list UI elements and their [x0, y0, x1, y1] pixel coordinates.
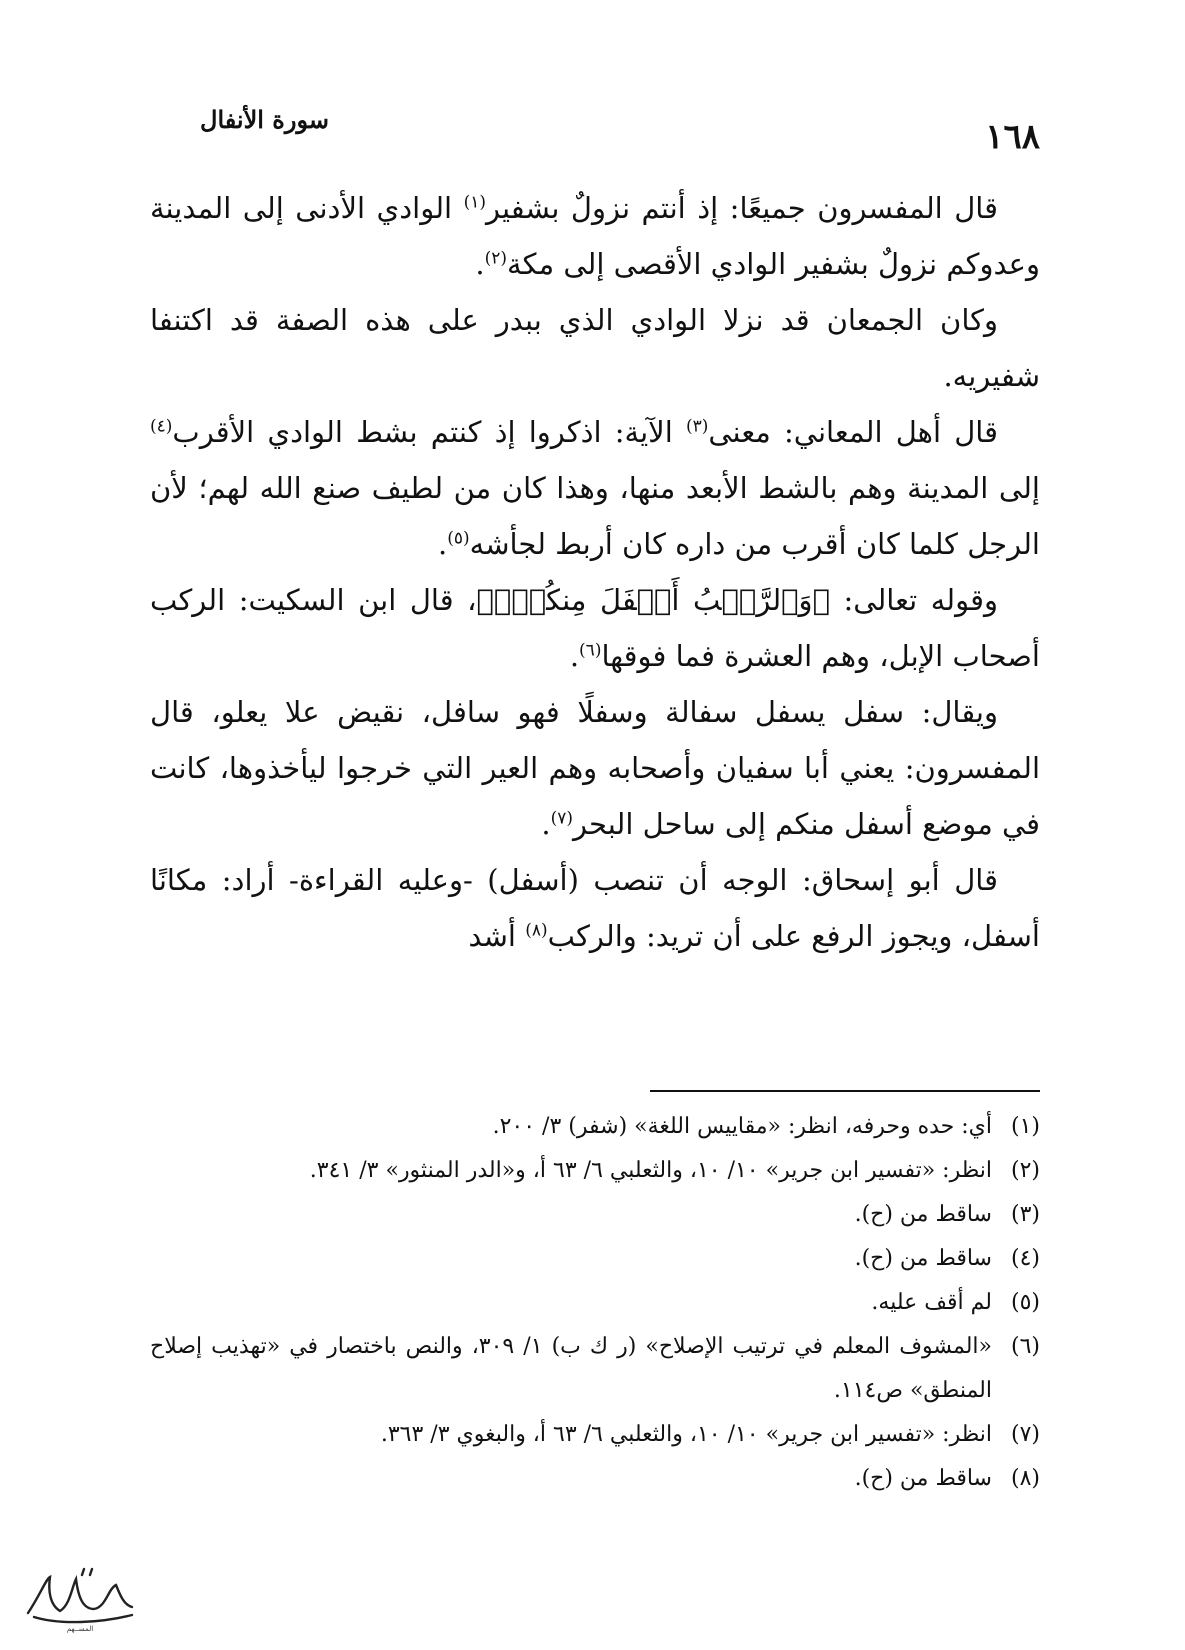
footnote-item	[150, 1193, 1040, 1237]
text-run: قال أبو إسحاق: الوجه أن تنصب (أسفل) -وعليه القراءة- أراد: مكانًا أسفل، ويجوز الرفع على أن تريد: والركب	[150, 863, 1040, 953]
footnote-number: (٥)	[1010, 1290, 1040, 1315]
footnote-number: (١)	[1010, 1114, 1040, 1139]
paragraph-p5	[150, 684, 1040, 852]
footnote-text: انظر: «تفسير ابن جرير» ١٠/ ١٠، والثعلبي ٦/ ٦٣ أ، والبغوي ٣/ ٣٦٣.	[380, 1422, 992, 1447]
paragraph-p6	[150, 852, 1040, 964]
text-run: وكان الجمعان قد نزلا الوادي الذي ببدر على هذه الصفة قد اكتنفا شفيريه.	[150, 303, 1040, 393]
footnote-divider	[650, 1090, 1040, 1092]
page-number: ١٦٨	[985, 117, 1040, 157]
footnote-ref: (٥)	[447, 528, 470, 549]
footnote-number: (٣)	[1010, 1202, 1040, 1227]
footnote-text: ساقط من (ح).	[854, 1202, 992, 1227]
paragraph-p4	[150, 572, 1040, 684]
running-title: سورة الأنفال	[200, 105, 329, 134]
footnote-text: لم أقف عليه.	[871, 1290, 992, 1315]
footnote-item	[150, 1105, 1040, 1149]
text-run: .	[475, 247, 485, 281]
footnote-item	[150, 1457, 1040, 1501]
footnote-ref: (٢)	[484, 248, 508, 269]
footnote-ref: (٦)	[579, 640, 602, 661]
seal-caption: المسـ‍ـهم	[66, 1625, 94, 1633]
footnote-text: انظر: «تفسير ابن جرير» ١٠/ ١٠، والثعلبي ٦/ ٦٣ أ، و«الدر المنثور» ٣/ ٣٤١.	[309, 1158, 992, 1183]
footnote-item	[150, 1413, 1040, 1457]
footnote-number: (٢)	[1010, 1158, 1040, 1183]
footnote-item	[150, 1149, 1040, 1193]
footnote-number: (٦)	[1010, 1334, 1040, 1359]
footnote-item	[150, 1237, 1040, 1281]
footnote-text: ساقط من (ح).	[854, 1466, 992, 1491]
footnote-ref: (٣)	[685, 416, 709, 437]
footnote-ref: (٨)	[525, 920, 548, 941]
footnote-item	[150, 1281, 1040, 1325]
text-run: .	[541, 807, 551, 841]
footnote-number: (٤)	[1010, 1246, 1040, 1271]
paragraph-p2	[150, 292, 1040, 404]
text-run: أشد	[468, 919, 526, 953]
footnote-number: (٧)	[1010, 1422, 1040, 1447]
publisher-seal-logo	[20, 1565, 140, 1635]
footnotes-list	[150, 1105, 1040, 1501]
footnote-number: (٨)	[1010, 1466, 1040, 1491]
footnote-ref: (٧)	[550, 808, 574, 829]
paragraph-p3	[150, 404, 1040, 572]
paragraph-p1	[150, 180, 1040, 292]
footnote-ref: (١)	[463, 192, 487, 213]
text-run: .	[438, 527, 448, 561]
footnote-item	[150, 1325, 1040, 1413]
text-run: .	[569, 639, 580, 673]
text-run: قال أهل المعاني: معنى	[708, 415, 998, 449]
footnote-text: «المشوف المعلم في ترتيب الإصلاح» (ر ك ب) ١/ ٣٠٩، والنص باختصار في «تهذيب إصلاح المنطق» ص١١٤.	[150, 1334, 992, 1403]
footnote-text: أي: حده وحرفه، انظر: «مقاييس اللغة» (شفر) ٣/ ٢٠٠.	[492, 1114, 992, 1139]
footnote-text: ساقط من (ح).	[854, 1246, 992, 1271]
footnote-ref: (٤)	[150, 416, 173, 437]
text-run: الآية: اذكروا إذ كنتم بشط الوادي الأقرب	[172, 415, 686, 449]
text-run: الوادي الأدنى إلى المدينة وعدوكم نزولٌ بشفير الوادي الأقصى إلى مكة	[150, 191, 1040, 281]
text-run: إلى المدينة وهم بالشط الأبعد منها، وهذا كان من لطيف صنع الله لهم؛ لأن الرجل كلما كان أقرب من داره كان أربط لجأشه	[150, 471, 1040, 561]
text-run: ويقال: سفل يسفل سفالة وسفلًا فهو سافل، نقيض علا يعلو، قال المفسرون: يعني أبا سفيان وأصحابه وهم العير التي خرجوا ليأخذوها، كانت في موضع أسفل منكم إلى ساحل البحر	[150, 695, 1040, 841]
text-run: وقوله تعالى: ﴿وَٱلرَّكۡبُ أَسۡفَلَ مِنكُمۡۚ﴾، قال ابن السكيت: الركب أصحاب الإبل، وهم العشرة فما فوقها	[150, 583, 1040, 673]
main-text	[150, 180, 1040, 964]
text-run: قال المفسرون جميعًا: إذ أنتم نزولٌ بشفير	[486, 191, 998, 225]
page-header	[160, 95, 1040, 155]
